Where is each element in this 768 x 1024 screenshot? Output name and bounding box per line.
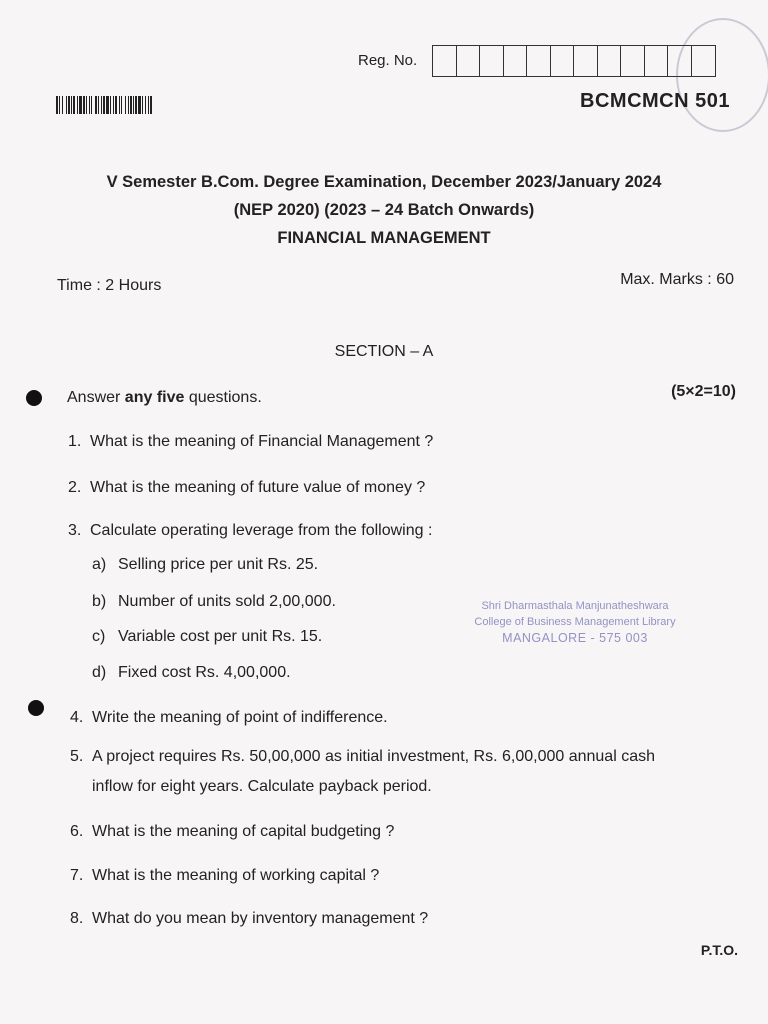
subitem-text: Number of units sold 2,00,000.	[118, 593, 336, 610]
question-5-line-2: inflow for eight years. Calculate payback period.	[92, 778, 432, 795]
section-title: SECTION – A	[334, 343, 434, 360]
question-3-item-c	[92, 628, 322, 646]
question-text: Write the meaning of point of indifference.	[92, 709, 388, 726]
question-text: What is the meaning of capital budgeting ?	[92, 823, 395, 840]
reg-no-box	[551, 46, 575, 76]
question-number: 8.	[70, 910, 84, 927]
question-5	[70, 745, 655, 769]
section-instruction	[67, 389, 262, 407]
reg-no-box	[574, 46, 598, 76]
question-number: 2.	[68, 479, 82, 496]
question-number: 4.	[70, 709, 84, 726]
please-turn-over: P.T.O.	[700, 942, 738, 958]
subitem-label: c)	[92, 628, 106, 645]
subitem-label: d)	[92, 664, 107, 681]
reg-no-box	[433, 46, 457, 76]
paper-code: BCMCMCN 501	[580, 90, 730, 112]
question-number: 5.	[70, 748, 84, 765]
reg-no-box	[692, 46, 716, 76]
reg-no-box	[668, 46, 692, 76]
question-3-item-b	[92, 593, 336, 611]
question-4	[70, 706, 388, 730]
barcode-bar	[150, 96, 152, 114]
subitem-label: b)	[92, 593, 107, 610]
question-number: 6.	[70, 823, 84, 840]
instruction-suffix: questions.	[184, 389, 262, 406]
question-text: A project requires Rs. 50,00,000 as initial investment, Rs. 6,00,000 annual cash	[92, 748, 655, 765]
reg-no-box	[621, 46, 645, 76]
barcode	[56, 96, 242, 114]
reg-no-box	[598, 46, 622, 76]
exam-title: V Semester B.Com. Degree Examination, December 2023/January 2024	[106, 173, 662, 191]
question-text: What do you mean by inventory management ?	[92, 910, 429, 927]
reg-no-box	[480, 46, 504, 76]
reg-no-label: Reg. No.	[358, 52, 418, 69]
time-duration: Time : 2 Hours	[57, 277, 162, 294]
instruction-emphasis: any five	[124, 389, 185, 406]
stamp-line-1: Shri Dharmasthala Manjunatheshwara	[481, 600, 669, 612]
reg-no-box	[504, 46, 528, 76]
subject-title: FINANCIAL MANAGEMENT	[277, 229, 491, 247]
punch-hole	[26, 390, 42, 406]
instruction-prefix: Answer	[67, 389, 125, 406]
question-2	[68, 476, 425, 500]
max-marks: Max. Marks : 60	[620, 271, 734, 288]
question-number: 7.	[70, 867, 84, 884]
question-number: 3.	[68, 522, 82, 539]
question-8	[70, 907, 428, 931]
reg-no-box	[645, 46, 669, 76]
question-1	[68, 430, 433, 454]
subitem-label: a)	[92, 556, 107, 573]
question-text: Calculate operating leverage from the following :	[90, 522, 433, 539]
question-text: What is the meaning of working capital ?	[92, 867, 380, 884]
punch-hole	[28, 700, 44, 716]
library-stamp	[440, 598, 710, 646]
question-7	[70, 864, 379, 888]
question-3-item-d	[92, 664, 291, 682]
question-6	[70, 820, 394, 844]
reg-no-box	[527, 46, 551, 76]
stamp-line-2: College of Business Management Library	[474, 616, 676, 628]
question-3-item-a	[92, 556, 318, 574]
stamp-line-3: MANGALORE - 575 003	[502, 631, 648, 645]
question-text: What is the meaning of future value of money ?	[90, 479, 426, 496]
subitem-text: Selling price per unit Rs. 25.	[118, 556, 319, 573]
exam-scheme: (NEP 2020) (2023 – 24 Batch Onwards)	[233, 201, 535, 219]
subitem-text: Fixed cost Rs. 4,00,000.	[118, 664, 291, 681]
reg-no-boxes	[432, 45, 716, 77]
marks-allocation: (5×2=10)	[671, 383, 736, 400]
question-text: What is the meaning of Financial Management ?	[90, 433, 434, 450]
reg-no-box	[457, 46, 481, 76]
subitem-text: Variable cost per unit Rs. 15.	[118, 628, 323, 645]
question-number: 1.	[68, 433, 82, 450]
question-3	[68, 519, 432, 543]
